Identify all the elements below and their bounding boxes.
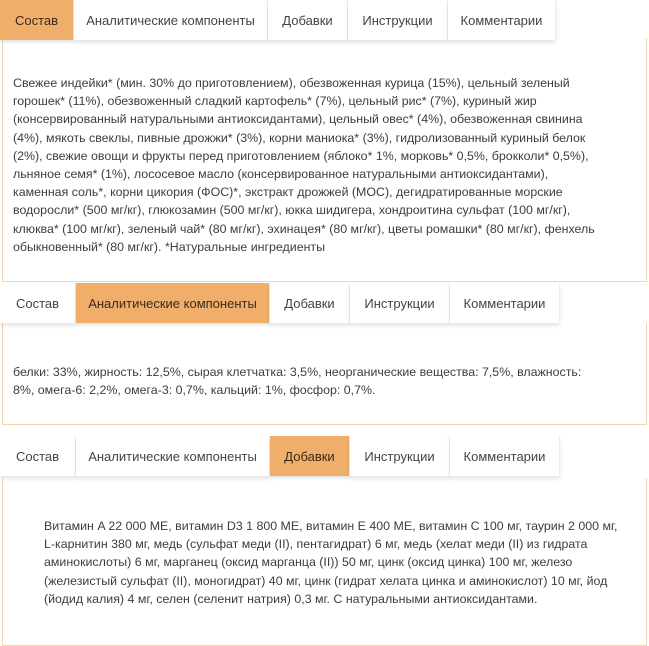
tab-instructions[interactable]: Инструкции: [350, 283, 450, 323]
composition-text: Свежее индейки* (мин. 30% до приготовлением), обезвоженная курица (15%), цельный зеленый горошек* (11%), обезвоженный сладкий картофель* (7%), цельный рис* (7%), куриный жир (консервированный натуральными антиоксидантами), цельный овес* (4%), обезвоженная свинина (4%), мякоть свеклы, пивные дрожжи* (3%), корни маниока* (3%), гидролизованный куриный белок (2%), свежие овощи и фрукты перед приготовлением (яблоко* 1%, морковь* 0,5%, брокколи* 0,5%), льняное семя* (1%), лососевое масло (консервированное натуральными антиоксидантами), каменная соль*, корни цикория (ФОС)*, экстракт дрожжей (МОС), дегидратированные морские водоросли* (500 мг/кг), глюкозамин (500 мг/кг), юкка шидигера, хондроитина сульфат (100 мг/кг), клюква* (100 мг/кг), зеленый чай* (80 мг/кг), эхинацея* (80 мг/кг), цветы ромашки* (80 мг/кг), фенхель обыкновенный* (80 мг/кг). *Натуральные ингредиенты: [13, 76, 595, 254]
tab-composition[interactable]: Состав: [0, 436, 76, 476]
tab-additives[interactable]: Добавки: [268, 0, 348, 40]
tab-additives[interactable]: Добавки: [270, 436, 350, 476]
composition-section: [0, 0, 649, 282]
tab-instructions[interactable]: Инструкции: [350, 436, 450, 476]
tab-analytical[interactable]: Аналитические компоненты: [76, 283, 270, 323]
tab-bar: [0, 0, 556, 40]
tab-composition[interactable]: Состав: [0, 0, 74, 40]
tab-bar: [0, 436, 560, 476]
additives-text: Витамин A 22 000 МЕ, витамин D3 1 800 МЕ, витамин E 400 МЕ, витамин C 100 мг, таурин 2 000 мг, L-карнитин 380 мг, медь (сульфат меди (II), пентагидрат) 6 мг, медь (хелат меди (II) из гидрата аминокислоты) 6 мг, марганец (оксид марганца (II)) 50 мг, цинк (оксид цинка) 100 мг, железо (железистый сульфат (II), моногидрат) 40 мг, цинк (гидрат хелата цинка и аминокислот) 10 мг, йод (йодид калия) 4 мг, селен (селенит натрия) 0,3 мг. С натуральными антиоксидантами.: [44, 519, 618, 606]
tab-instructions[interactable]: Инструкции: [348, 0, 448, 40]
tab-comments[interactable]: Комментарии: [450, 283, 560, 323]
analytical-section: [0, 283, 649, 433]
tab-analytical[interactable]: Аналитические компоненты: [74, 0, 268, 40]
tab-additives[interactable]: Добавки: [270, 283, 350, 323]
tab-composition[interactable]: Состав: [0, 283, 76, 323]
tab-comments[interactable]: Комментарии: [448, 0, 556, 40]
additives-section: [0, 436, 649, 646]
analytical-text: белки: 33%, жирность: 12,5%, сырая клетчатка: 3,5%, неорганические вещества: 7,5%, влажность: 8%, омега-6: 2,2%, омега-3: 0,7%, кальций: 1%, фосфор: 0,7%.: [13, 365, 582, 398]
tab-bar: [0, 283, 560, 323]
tab-comments[interactable]: Комментарии: [450, 436, 560, 476]
tab-analytical[interactable]: Аналитические компоненты: [76, 436, 270, 476]
